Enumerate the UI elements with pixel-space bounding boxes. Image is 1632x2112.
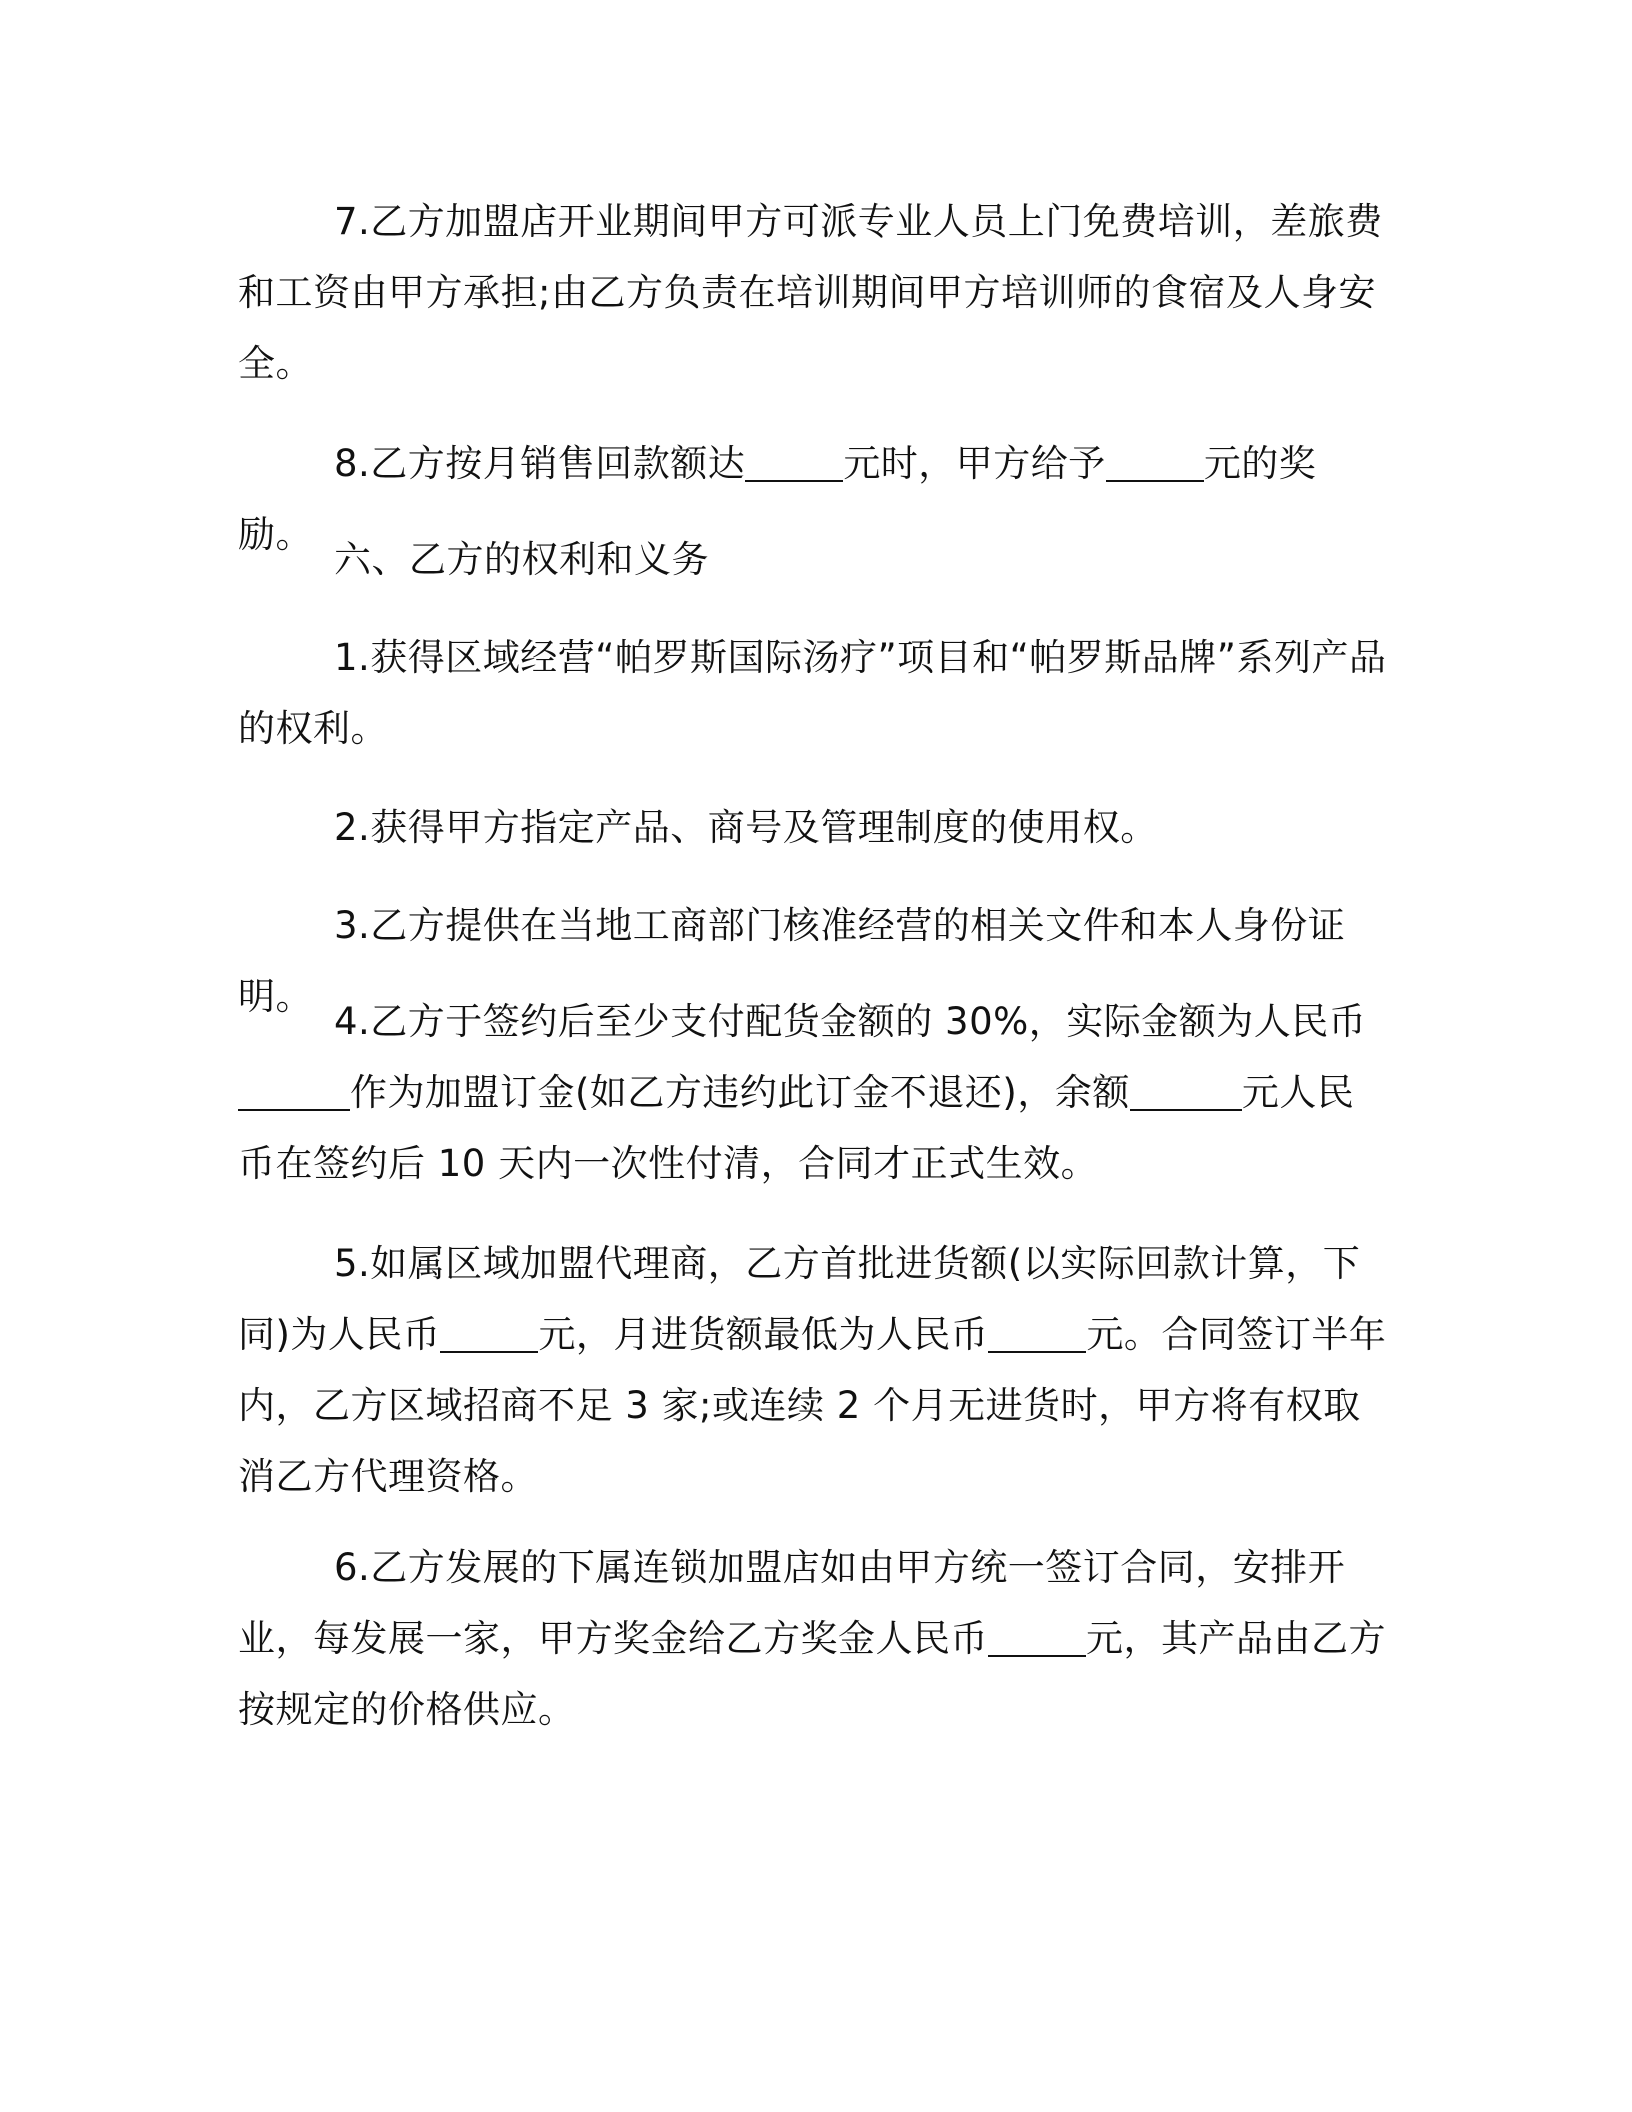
blank-amount <box>1106 443 1204 482</box>
clause-8-text-a: 8.乙方按月销售回款额达 <box>334 442 746 485</box>
blank-amount <box>1130 1072 1242 1111</box>
section-heading-text: 六、乙方的权利和义务 <box>334 538 709 581</box>
right-4-text-a: 4.乙方于签约后至少支付配货金额的 30%，实际金额为人民币 <box>334 1000 1367 1043</box>
right-2 <box>238 792 1388 863</box>
blank-amount <box>988 1314 1086 1353</box>
blank-amount <box>988 1618 1086 1657</box>
right-3-text: 3.乙方提供在当地工商部门核准经营的相关文件和本人身份证明。 <box>238 904 1346 1018</box>
right-1-text: 1.获得区域经营“帕罗斯国际汤疗”项目和“帕罗斯品牌”系列产品的权利。 <box>238 636 1387 750</box>
clause-8-text-c: 元的奖励。 <box>238 442 1317 556</box>
right-6 <box>238 1532 1388 1745</box>
right-6-text-b: 元，其产品由乙方按规定的价格供应。 <box>238 1617 1386 1731</box>
blank-amount <box>440 1314 538 1353</box>
section-heading <box>238 524 1388 595</box>
clause-7-text: 7.乙方加盟店开业期间甲方可派专业人员上门免费培训，差旅费和工资由甲方承担;由乙方负责在培训期间甲方培训师的食宿及人身安全。 <box>238 200 1383 385</box>
blank-amount <box>238 1072 350 1111</box>
right-5-text-b: 元，月进货额最低为人民币 <box>538 1313 989 1356</box>
right-2-text: 2.获得甲方指定产品、商号及管理制度的使用权。 <box>334 806 1158 849</box>
right-5-text-c: 元。合同签订半年内，乙方区域招商不足 3 家;或连续 2 个月无进货时，甲方将有权取消乙方代理资格。 <box>238 1313 1387 1498</box>
right-4-text-c: 元人民币在签约后 10 天内一次性付清，合同才正式生效。 <box>238 1071 1355 1185</box>
right-5-text-a: 5.如属区域加盟代理商，乙方首批进货额(以实际回款计算，下同)为人民币 <box>238 1242 1361 1356</box>
clause-7 <box>238 186 1388 399</box>
right-4 <box>238 986 1388 1199</box>
right-4-text-b: 作为加盟订金(如乙方违约此订金不退还)，余额 <box>350 1071 1130 1114</box>
right-1 <box>238 622 1388 764</box>
right-6-text-a: 6.乙方发展的下属连锁加盟店如由甲方统一签订合同，安排开业，每发展一家，甲方奖金给乙方奖金人民币 <box>238 1546 1346 1660</box>
blank-amount <box>745 443 843 482</box>
clause-8-text-b: 元时，甲方给予 <box>843 442 1106 485</box>
right-5 <box>238 1228 1388 1512</box>
